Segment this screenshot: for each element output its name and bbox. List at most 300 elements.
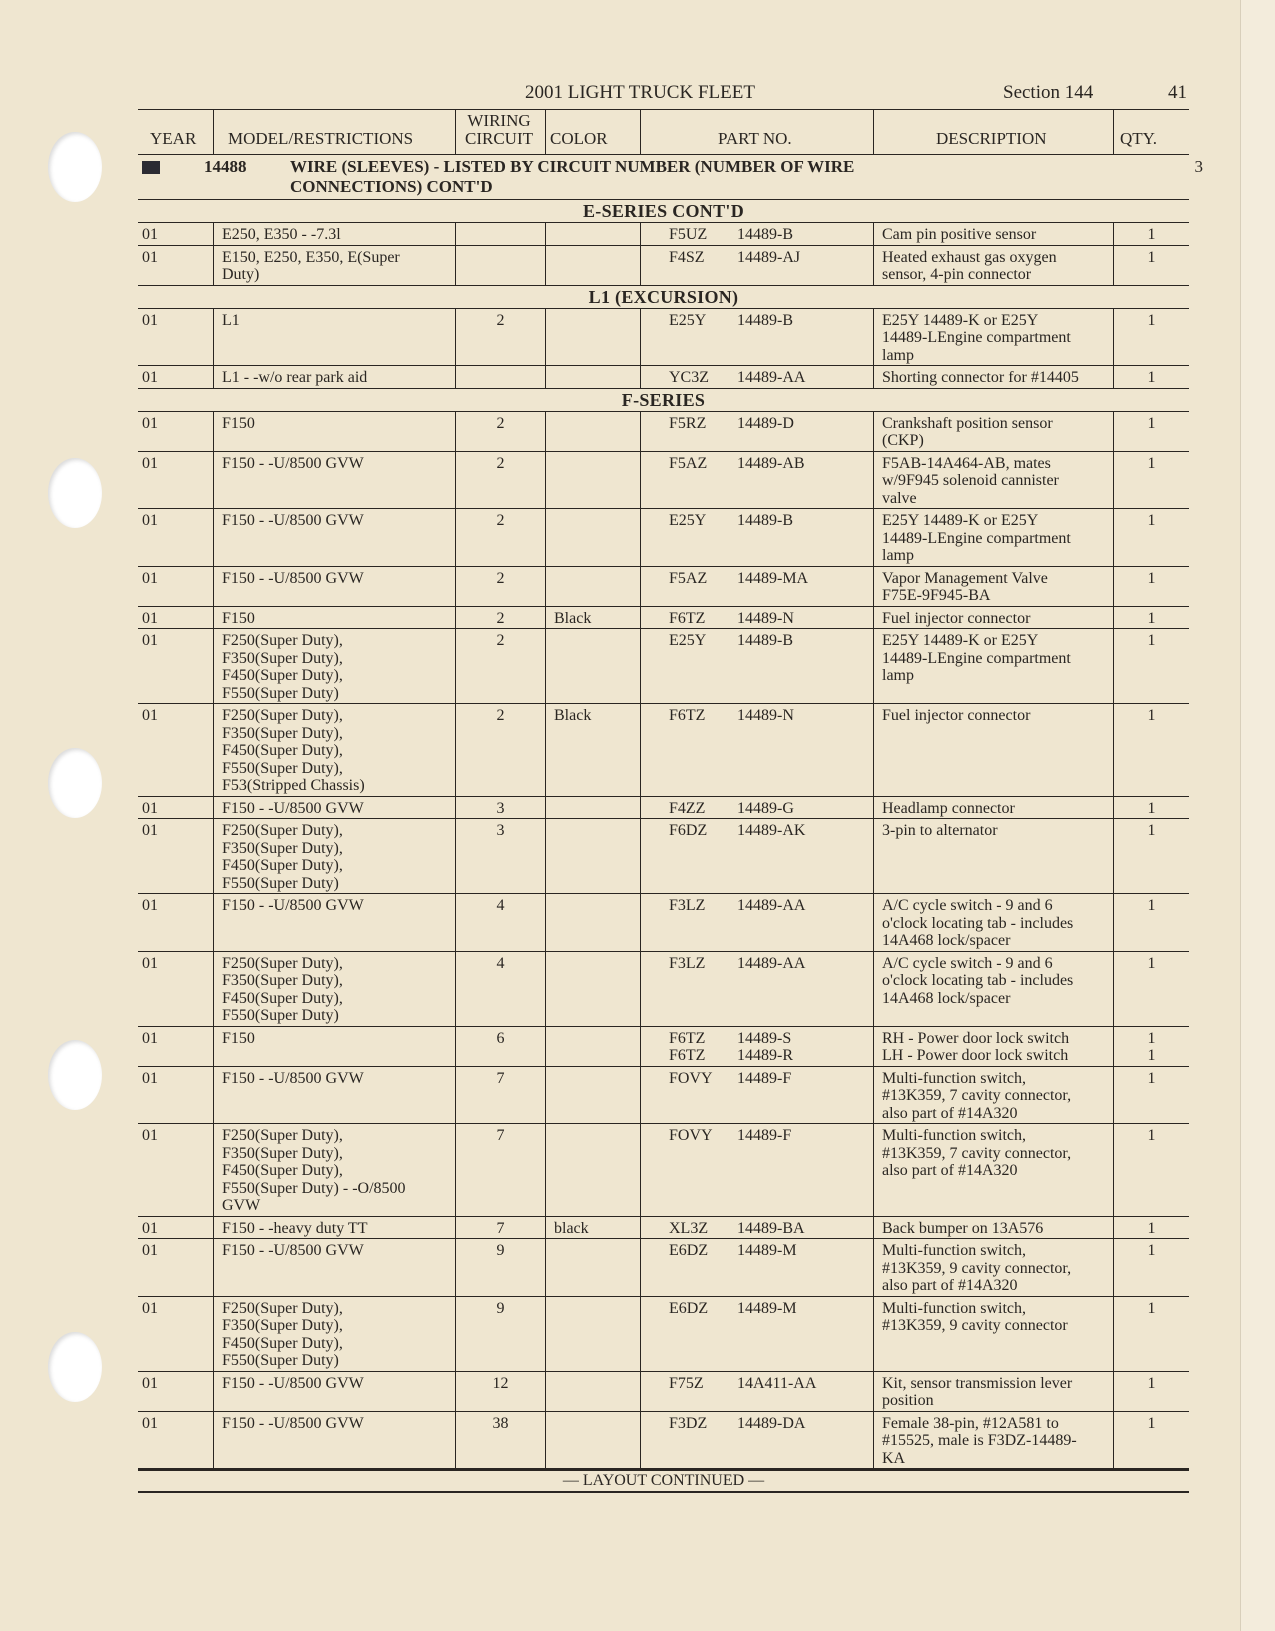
model-line: F550(Super Duty) — [222, 684, 339, 702]
description-cell — [873, 607, 1113, 629]
year-cell: 01 — [142, 1069, 158, 1087]
circuit-cell — [455, 223, 545, 245]
page-title: 2001 LIGHT TRUCK FLEET — [525, 82, 755, 103]
part-cell — [640, 1372, 873, 1411]
description-cell — [873, 1297, 1113, 1371]
model-cell — [213, 1372, 455, 1411]
model-cell — [213, 223, 455, 245]
qty-line: 1 — [1147, 897, 1156, 914]
qty-cell — [1113, 819, 1189, 893]
description-cell — [873, 797, 1113, 819]
description-line: o'clock locating tab - includes — [882, 972, 1074, 989]
description-line: #15525, male is F3DZ-14489- — [882, 1432, 1077, 1449]
qty-cell — [1113, 1239, 1189, 1296]
table-row — [138, 1297, 1189, 1372]
model-line: E150, E250, E350, E(Super — [222, 248, 400, 266]
model-cell — [213, 629, 455, 703]
part-suffix: 14489-G — [737, 799, 794, 817]
description-line: 14A468 lock/spacer — [882, 932, 1011, 949]
model-line: F450(Super Duty), — [222, 1334, 343, 1352]
color-cell — [545, 952, 640, 1026]
part-cell — [640, 412, 873, 451]
qty-cell — [1113, 1124, 1189, 1216]
description-line: Multi-function switch, — [882, 1242, 1026, 1259]
group-number: 14488 — [204, 157, 247, 176]
model-cell — [213, 1412, 455, 1469]
table-row — [138, 819, 1189, 894]
model-line: F250(Super Duty), — [222, 632, 343, 649]
description-cell — [873, 704, 1113, 796]
qty-line: 1 — [1147, 1242, 1156, 1259]
qty-line: 1 — [1147, 1219, 1156, 1237]
qty-line: 1 — [1147, 822, 1156, 839]
color-cell — [545, 1124, 640, 1216]
year-cell: 01 — [142, 897, 158, 914]
col-qty: QTY. — [1120, 129, 1157, 148]
description-line: 14489-LEngine compartment — [882, 529, 1071, 547]
qty-line: 1 — [1147, 954, 1156, 972]
part-prefix: YC3Z — [669, 369, 709, 386]
model-cell — [213, 309, 455, 366]
model-cell — [213, 607, 455, 629]
description-cell — [873, 1412, 1113, 1469]
part-number — [641, 1375, 873, 1393]
part-prefix: F3LZ — [669, 954, 706, 972]
model-line: F550(Super Duty) — [222, 1007, 339, 1024]
description-cell — [873, 366, 1113, 388]
model-cell — [213, 1124, 455, 1216]
parts-table — [138, 109, 1203, 1493]
qty-line: 1 — [1147, 1127, 1156, 1144]
model-line: F150 - -U/8500 GVW — [222, 1374, 364, 1392]
qty-cell — [1113, 607, 1189, 629]
qty-line: 1 — [1147, 512, 1156, 529]
table-row — [138, 223, 1189, 246]
model-cell — [213, 704, 455, 796]
year-cell: 01 — [142, 799, 158, 817]
circuit-cell: 12 — [455, 1372, 545, 1411]
part-suffix: 14489-R — [737, 1047, 793, 1064]
part-suffix: 14489-D — [737, 414, 794, 432]
part-cell — [640, 309, 873, 366]
description-line: 14A468 lock/spacer — [882, 989, 1011, 1007]
year-cell: 01 — [142, 414, 158, 432]
column-header-row — [138, 109, 1189, 155]
description-cell — [873, 309, 1113, 366]
col-part: PART NO. — [718, 129, 792, 148]
model-cell — [213, 1239, 455, 1296]
part-cell — [640, 509, 873, 566]
description-line: lamp — [882, 547, 914, 564]
circuit-cell: 2 — [455, 567, 545, 606]
year-cell: 01 — [142, 1299, 158, 1317]
part-suffix: 14489-B — [737, 226, 793, 243]
part-cell — [640, 1412, 873, 1469]
model-cell — [213, 797, 455, 819]
circuit-cell: 2 — [455, 704, 545, 796]
col-year: YEAR — [150, 129, 197, 148]
part-suffix: 14489-AJ — [737, 248, 801, 266]
part-suffix: 14489-AK — [737, 822, 806, 839]
year-cell: 01 — [142, 707, 158, 724]
part-cell — [640, 704, 873, 796]
description-line: o'clock locating tab - includes — [882, 914, 1074, 932]
description-line: Fuel injector connector — [882, 609, 1031, 627]
qty-cell — [1113, 223, 1189, 245]
part-prefix: F6TZ — [669, 1047, 706, 1064]
description-line: E25Y 14489-K or E25Y — [882, 512, 1039, 529]
table-row — [138, 1412, 1189, 1470]
part-number — [641, 707, 873, 725]
table-row — [138, 1027, 1189, 1067]
circuit-cell: 2 — [455, 509, 545, 566]
qty-line: 1 — [1147, 454, 1156, 472]
color-cell — [545, 1067, 640, 1124]
model-line: F150 - -U/8500 GVW — [222, 897, 364, 914]
circuit-cell: 6 — [455, 1027, 545, 1066]
qty-line: 1 — [1147, 248, 1156, 266]
part-number — [641, 512, 873, 530]
year-cell: 01 — [142, 569, 158, 587]
qty-cell — [1113, 246, 1189, 285]
part-suffix: 14489-AA — [737, 954, 806, 972]
description-line: also part of #14A320 — [882, 1162, 1018, 1179]
description-cell — [873, 412, 1113, 451]
part-prefix: F75Z — [669, 1374, 704, 1392]
description-line: Heated exhaust gas oxygen — [882, 248, 1057, 266]
circuit-cell — [455, 246, 545, 285]
model-line: Duty) — [222, 266, 260, 283]
description-cell — [873, 509, 1113, 566]
color-cell — [545, 1297, 640, 1371]
year-cell: 01 — [142, 1374, 158, 1392]
circuit-cell: 2 — [455, 452, 545, 509]
part-number — [641, 1242, 873, 1260]
table-row — [138, 1217, 1189, 1240]
binder-hole — [48, 458, 102, 528]
part-cell — [640, 894, 873, 951]
table-body — [138, 200, 1189, 1469]
model-line: F350(Super Duty), — [222, 724, 343, 742]
part-suffix: 14489-MA — [737, 569, 809, 587]
year-cell: 01 — [142, 1414, 158, 1432]
part-suffix: 14489-M — [737, 1242, 797, 1259]
model-line: F250(Super Duty), — [222, 1299, 343, 1317]
part-suffix: 14489-S — [737, 1029, 792, 1047]
part-prefix: XL3Z — [669, 1219, 709, 1237]
year-cell: 01 — [142, 1242, 158, 1259]
year-cell: 01 — [142, 369, 158, 386]
col-circuit: CIRCUIT — [465, 129, 533, 148]
description-cell — [873, 1027, 1113, 1066]
model-line: F250(Super Duty), — [222, 954, 343, 972]
description-line: Female 38-pin, #12A581 to — [882, 1414, 1059, 1432]
part-suffix: 14489-B — [737, 311, 793, 329]
year-cell: 01 — [142, 454, 158, 472]
description-line: 14489-LEngine compartment — [882, 329, 1071, 346]
circuit-cell: 7 — [455, 1067, 545, 1124]
part-cell — [640, 797, 873, 819]
part-prefix: F4ZZ — [669, 799, 706, 817]
table-row — [138, 412, 1189, 452]
part-cell — [640, 819, 873, 893]
bullet-mark — [142, 161, 160, 174]
part-prefix: F5AZ — [669, 569, 708, 587]
part-suffix: 14489-F — [737, 1069, 792, 1087]
part-cell — [640, 1027, 873, 1066]
table-row — [138, 1372, 1189, 1412]
part-prefix: F6TZ — [669, 609, 706, 627]
description-line: Crankshaft position sensor — [882, 414, 1053, 432]
part-prefix: E25Y — [669, 311, 707, 329]
year-cell: 01 — [142, 1219, 158, 1237]
part-cell — [640, 452, 873, 509]
part-number — [641, 369, 873, 387]
part-prefix: F3DZ — [669, 1414, 708, 1432]
table-row — [138, 509, 1189, 567]
table-row — [138, 452, 1189, 510]
part-suffix: 14489-M — [737, 1299, 797, 1317]
color-cell — [545, 452, 640, 509]
table-row — [138, 952, 1189, 1027]
model-line: F450(Super Duty), — [222, 857, 343, 874]
qty-line: 1 — [1147, 799, 1156, 817]
qty-line: 1 — [1147, 1299, 1156, 1317]
year-cell: 01 — [142, 1029, 158, 1047]
model-line: F250(Super Duty), — [222, 822, 343, 839]
model-cell — [213, 1217, 455, 1239]
model-line: F450(Super Duty), — [222, 667, 343, 684]
description-line: lamp — [882, 346, 914, 364]
model-line: F150 - -U/8500 GVW — [222, 1242, 364, 1259]
group-text — [290, 157, 990, 197]
model-line: F250(Super Duty), — [222, 1127, 343, 1144]
model-line: F150 - -heavy duty TT — [222, 1219, 368, 1237]
description-line: position — [882, 1392, 934, 1409]
description-line: #13K359, 7 cavity connector, — [882, 1144, 1072, 1162]
group-heading — [138, 155, 1203, 200]
table-row — [138, 1067, 1189, 1125]
part-number — [641, 226, 873, 244]
model-cell — [213, 819, 455, 893]
qty-cell — [1113, 509, 1189, 566]
model-cell — [213, 246, 455, 285]
group-text-line: CONNECTIONS) CONT'D — [290, 177, 493, 196]
model-cell — [213, 366, 455, 388]
qty-cell — [1113, 1217, 1189, 1239]
color-cell: Black — [545, 607, 640, 629]
circuit-cell: 2 — [455, 607, 545, 629]
year-cell: 01 — [142, 632, 158, 649]
model-line: L1 — [222, 311, 240, 329]
part-number — [641, 1047, 873, 1065]
description-line: A/C cycle switch - 9 and 6 — [882, 954, 1053, 972]
qty-cell — [1113, 412, 1189, 451]
part-number — [641, 1070, 873, 1088]
model-line: E250, E350 - -7.3l — [222, 226, 341, 243]
color-cell — [545, 1412, 640, 1469]
description-line: 3-pin to alternator — [882, 822, 998, 839]
part-suffix: 14489-B — [737, 512, 793, 529]
qty-cell — [1113, 1297, 1189, 1371]
qty-line: 1 — [1147, 609, 1156, 627]
year-cell: 01 — [142, 1127, 158, 1144]
year-cell: 01 — [142, 822, 158, 839]
part-prefix: FOVY — [669, 1069, 713, 1087]
group-qty: 3 — [1194, 157, 1203, 176]
part-number — [641, 610, 873, 628]
table-row — [138, 797, 1189, 820]
section-heading: F-SERIES — [138, 389, 1189, 412]
description-line: valve — [882, 489, 917, 507]
model-line: F450(Super Duty), — [222, 989, 343, 1007]
model-line: F150 - -U/8500 GVW — [222, 799, 364, 817]
part-cell — [640, 1067, 873, 1124]
table-row — [138, 607, 1189, 630]
table-row — [138, 366, 1189, 389]
model-cell — [213, 1297, 455, 1371]
part-cell — [640, 952, 873, 1026]
part-number — [641, 822, 873, 840]
description-line: also part of #14A320 — [882, 1277, 1018, 1294]
model-line: F550(Super Duty) — [222, 1352, 339, 1369]
color-cell: black — [545, 1217, 640, 1239]
circuit-cell: 38 — [455, 1412, 545, 1469]
description-line: Vapor Management Valve — [882, 569, 1048, 587]
description-line: Shorting connector for #14405 — [882, 369, 1079, 386]
description-line: E25Y 14489-K or E25Y — [882, 632, 1039, 649]
qty-line: 1 — [1147, 569, 1156, 587]
part-suffix: 14489-B — [737, 632, 793, 649]
description-line: also part of #14A320 — [882, 1104, 1018, 1122]
qty-cell — [1113, 567, 1189, 606]
part-suffix: 14489-N — [737, 609, 794, 627]
qty-cell — [1113, 1372, 1189, 1411]
description-line: E25Y 14489-K or E25Y — [882, 311, 1039, 329]
col-wiring: WIRING — [467, 111, 531, 130]
part-prefix: E6DZ — [669, 1299, 709, 1317]
circuit-cell: 7 — [455, 1124, 545, 1216]
model-line: F150 - -U/8500 GVW — [222, 569, 364, 587]
model-line: F450(Super Duty), — [222, 742, 343, 759]
model-line: F150 — [222, 1029, 255, 1047]
part-prefix: F6DZ — [669, 822, 708, 839]
description-line: RH - Power door lock switch — [882, 1029, 1070, 1047]
description-cell — [873, 819, 1113, 893]
year-cell: 01 — [142, 226, 158, 243]
model-line: F450(Super Duty), — [222, 1162, 343, 1179]
part-suffix: 14A411-AA — [737, 1374, 817, 1392]
description-line: 14489-LEngine compartment — [882, 649, 1071, 667]
col-desc: DESCRIPTION — [936, 129, 1047, 148]
part-cell — [640, 223, 873, 245]
model-line: F350(Super Duty), — [222, 1317, 343, 1334]
qty-cell — [1113, 797, 1189, 819]
description-cell — [873, 1217, 1113, 1239]
part-number — [641, 1220, 873, 1238]
qty-cell — [1113, 366, 1189, 388]
model-line: F350(Super Duty), — [222, 649, 343, 667]
part-cell — [640, 607, 873, 629]
model-line: L1 - -w/o rear park aid — [222, 369, 368, 386]
description-cell — [873, 894, 1113, 951]
color-cell — [545, 797, 640, 819]
color-cell — [545, 894, 640, 951]
part-number — [641, 632, 873, 650]
model-line: GVW — [222, 1197, 261, 1214]
year-cell: 01 — [142, 248, 158, 266]
description-cell — [873, 1239, 1113, 1296]
model-line: F250(Super Duty), — [222, 707, 343, 724]
table-row — [138, 309, 1189, 367]
qty-cell — [1113, 452, 1189, 509]
model-cell — [213, 452, 455, 509]
description-line: lamp — [882, 667, 914, 684]
part-prefix: E6DZ — [669, 1242, 709, 1259]
color-cell — [545, 509, 640, 566]
part-prefix: F5RZ — [669, 414, 707, 432]
col-color: COLOR — [550, 129, 608, 148]
table-row — [138, 629, 1189, 704]
qty-line: 1 — [1147, 1029, 1156, 1047]
circuit-cell: 4 — [455, 952, 545, 1026]
model-cell — [213, 894, 455, 951]
color-cell — [545, 1372, 640, 1411]
part-number — [641, 1127, 873, 1145]
description-line: Multi-function switch, — [882, 1127, 1026, 1144]
part-number — [641, 1300, 873, 1318]
qty-line: 1 — [1147, 311, 1156, 329]
year-cell: 01 — [142, 512, 158, 529]
part-cell — [640, 629, 873, 703]
page-number: 41 — [1168, 82, 1187, 103]
part-cell — [640, 1297, 873, 1371]
description-line: LH - Power door lock switch — [882, 1047, 1069, 1064]
color-cell — [545, 1027, 640, 1066]
qty-cell — [1113, 704, 1189, 796]
color-cell — [545, 309, 640, 366]
model-line: F150 - -U/8500 GVW — [222, 512, 364, 529]
table-row — [138, 1239, 1189, 1297]
circuit-cell: 9 — [455, 1297, 545, 1371]
binder-hole — [48, 1332, 102, 1402]
model-line: F550(Super Duty), — [222, 759, 343, 777]
part-prefix: F6TZ — [669, 707, 706, 724]
qty-line: 1 — [1147, 414, 1156, 432]
qty-line: 1 — [1147, 226, 1156, 243]
qty-cell — [1113, 894, 1189, 951]
model-line: F150 - -U/8500 GVW — [222, 1414, 364, 1432]
color-cell — [545, 246, 640, 285]
part-suffix: 14489-F — [737, 1127, 792, 1144]
part-prefix: F5AZ — [669, 454, 708, 472]
description-line: (CKP) — [882, 432, 924, 449]
model-line: F350(Super Duty), — [222, 972, 343, 989]
color-cell — [545, 819, 640, 893]
part-cell — [640, 366, 873, 388]
description-cell — [873, 629, 1113, 703]
description-cell — [873, 1372, 1113, 1411]
description-line: F5AB-14A464-AB, mates — [882, 454, 1051, 472]
part-number — [641, 415, 873, 433]
year-cell: 01 — [142, 954, 158, 972]
part-suffix: 14489-N — [737, 707, 794, 724]
part-cell — [640, 1217, 873, 1239]
part-number — [641, 800, 873, 818]
model-cell — [213, 1067, 455, 1124]
circuit-cell: 7 — [455, 1217, 545, 1239]
part-number — [641, 249, 873, 267]
